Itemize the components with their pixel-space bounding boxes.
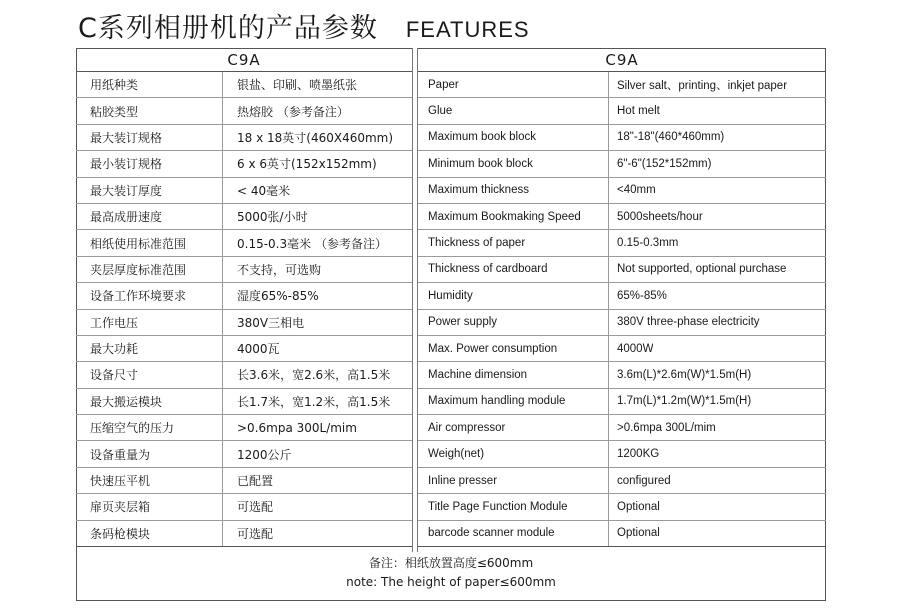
spec-label: 相纸使用标准范围 — [76, 230, 223, 255]
spec-label: Paper — [418, 72, 609, 97]
table-row — [418, 178, 826, 204]
spec-label: 粘胶类型 — [76, 98, 223, 123]
spec-label: 条码枪模块 — [76, 521, 223, 546]
spec-value: 0.15-0.3mm — [617, 237, 679, 250]
spec-label: 最大装订规格 — [76, 125, 223, 150]
spec-label: Title Page Function Module — [418, 494, 609, 519]
spec-label: 用纸种类 — [76, 72, 223, 97]
table-row — [418, 72, 826, 98]
table-row — [76, 494, 412, 520]
table-row — [418, 257, 826, 283]
table-row — [76, 415, 412, 441]
spec-label: Minimum book block — [418, 151, 609, 176]
spec-label: Maximum book block — [418, 125, 609, 150]
spec-value: 银盐、印刷、喷墨纸张 — [237, 78, 358, 93]
spec-value: 6 x 6英寸(152x152mm) — [237, 157, 377, 172]
spec-label: 最大功耗 — [76, 336, 223, 361]
table-row — [76, 336, 412, 362]
table-row — [418, 441, 826, 467]
table-row — [418, 468, 826, 494]
table-header-english: C9A — [418, 48, 826, 72]
spec-value: 380V三相电 — [237, 315, 305, 330]
spec-value: 3.6m(L)*2.6m(W)*1.5m(H) — [617, 368, 752, 381]
spec-value: 380V three-phase electricity — [617, 316, 760, 329]
table-row — [76, 204, 412, 230]
table-row — [76, 441, 412, 467]
table-row — [418, 415, 826, 441]
spec-table-chinese — [76, 48, 412, 547]
table-row — [76, 151, 412, 177]
spec-label: 快速压平机 — [76, 468, 223, 493]
spec-value: 4000瓦 — [237, 342, 280, 357]
spec-label: Humidity — [418, 283, 609, 308]
table-row — [418, 125, 826, 151]
table-row — [76, 125, 412, 151]
table-row — [76, 230, 412, 256]
spec-table-english — [418, 48, 826, 547]
spec-value: <40mm — [617, 184, 656, 197]
spec-label: Thickness of cardboard — [418, 257, 609, 282]
spec-value: Hot melt — [617, 105, 660, 118]
table-row — [76, 283, 412, 309]
table-row — [76, 178, 412, 204]
spec-value: 5000sheets/hour — [617, 210, 703, 223]
spec-value: 长1.7米，宽1.2米，高1.5米 — [237, 394, 391, 409]
spec-label: 扉页夹层箱 — [76, 494, 223, 519]
table-row — [76, 521, 412, 547]
spec-value: Optional — [617, 500, 660, 513]
spec-label: Glue — [418, 98, 609, 123]
table-row — [76, 257, 412, 283]
spec-label: Machine dimension — [418, 362, 609, 387]
table-row — [418, 310, 826, 336]
table-row — [76, 468, 412, 494]
spec-value: Silver salt、printing、inkjet paper — [617, 79, 788, 92]
spec-label: Maximum handling module — [418, 389, 609, 414]
notes — [76, 554, 826, 592]
spec-label: 最大装订厚度 — [76, 178, 223, 203]
spec-value: 1.7m(L)*1.2m(W)*1.5m(H) — [617, 395, 752, 408]
spec-value: 65%-85% — [617, 289, 667, 302]
spec-label: 压缩空气的压力 — [76, 415, 223, 440]
spec-value: 湿度65%-85% — [237, 289, 319, 304]
spec-value: 可选配 — [237, 526, 274, 541]
table-row — [418, 336, 826, 362]
spec-value: 4000W — [617, 342, 654, 355]
spec-label: 最大搬运模块 — [76, 389, 223, 414]
spec-value: 1200公斤 — [237, 447, 292, 462]
spec-value: 不支持，可选购 — [237, 262, 322, 277]
table-row — [418, 230, 826, 256]
spec-value: >0.6mpa 300L/mim — [617, 421, 716, 434]
spec-value: 1200KG — [617, 448, 660, 461]
spec-label: Air compressor — [418, 415, 609, 440]
table-row — [76, 389, 412, 415]
table-row — [418, 283, 826, 309]
table-body-chinese — [76, 72, 412, 547]
spec-label: Thickness of paper — [418, 230, 609, 255]
spec-value: < 40毫米 — [237, 183, 291, 198]
spec-value: 已配置 — [237, 474, 274, 489]
spec-label: barcode scanner module — [418, 521, 609, 546]
spec-label: Maximum Bookmaking Speed — [418, 204, 609, 229]
spec-label: 工作电压 — [76, 310, 223, 335]
table-row — [418, 98, 826, 124]
spec-value: >0.6mpa 300L/mim — [237, 420, 357, 435]
spec-label: Maximum thickness — [418, 178, 609, 203]
spec-value: 可选配 — [237, 500, 274, 515]
table-row — [76, 72, 412, 98]
table-row — [418, 362, 826, 388]
spec-label: 夹层厚度标准范围 — [76, 257, 223, 282]
table-row — [418, 151, 826, 177]
table-row — [76, 98, 412, 124]
table-body-english — [418, 72, 826, 547]
spec-label: Power supply — [418, 310, 609, 335]
note-chinese: 备注：相纸放置高度≤600mm — [368, 556, 534, 570]
spec-label: 设备尺寸 — [76, 362, 223, 387]
spec-label: 设备工作环境要求 — [76, 283, 223, 308]
table-row — [76, 310, 412, 336]
table-row — [418, 389, 826, 415]
note-english: note: The height of paper≤600mm — [346, 575, 556, 589]
table-header-chinese: C9A — [76, 48, 412, 72]
spec-value: configured — [617, 474, 671, 487]
table-row — [76, 362, 412, 388]
spec-label: 设备重量为 — [76, 441, 223, 466]
spec-value: 18 x 18英寸(460X460mm) — [237, 130, 394, 145]
spec-label: Inline presser — [418, 468, 609, 493]
spec-value: 长3.6米，宽2.6米，高1.5米 — [237, 368, 391, 383]
spec-value: 18"-18"(460*460mm) — [617, 131, 725, 144]
spec-value: 5000张/小时 — [237, 210, 308, 225]
spec-label: Max. Power consumption — [418, 336, 609, 361]
title-chinese: C系列相册机的产品参数 — [78, 13, 378, 44]
spec-value: Optional — [617, 527, 660, 540]
spec-label: 最小装订规格 — [76, 151, 223, 176]
title-english: FEATURES — [405, 17, 530, 42]
spec-label: 最高成册速度 — [76, 204, 223, 229]
spec-value: 0.15-0.3毫米 （参考备注） — [237, 236, 387, 251]
spec-label: Weigh(net) — [418, 441, 609, 466]
page-title — [78, 6, 530, 46]
spec-value: Not supported, optional purchase — [617, 263, 787, 276]
spec-value: 热熔胶 （参考备注） — [237, 104, 349, 119]
table-row — [418, 204, 826, 230]
table-row — [418, 494, 826, 520]
spec-value: 6"-6"(152*152mm) — [617, 157, 712, 170]
table-row — [418, 521, 826, 547]
